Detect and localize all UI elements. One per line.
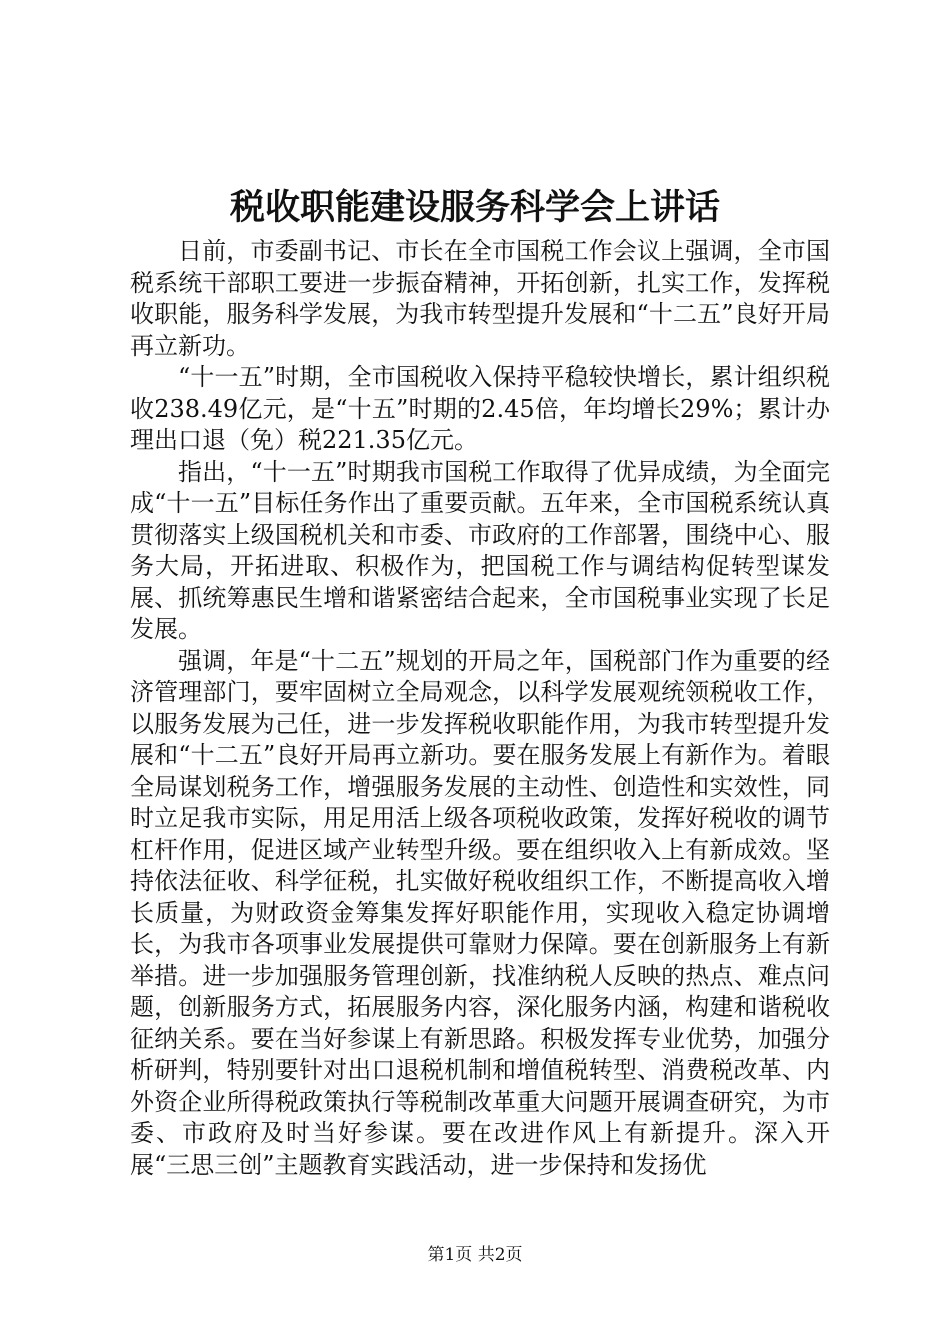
paragraph-1: 日前，市委副书记、市长在全市国税工作会议上强调，全市国税系统干部职工要进一步振奋精神，开拓创新，扎实工作，发挥税收职能，服务科学发展，为我市转型提升发展和“十二五”良好开局再立新功。 bbox=[130, 237, 830, 360]
document-body bbox=[130, 236, 830, 1181]
page-number-footer: 第1页 共2页 bbox=[427, 1245, 523, 1265]
paragraph-2: “十一五”时期，全市国税收入保持平稳较快增长，累计组织税收238.49亿元，是“十五”时期的2.45倍，年均增长29%；累计办理出口退（免）税221.35亿元。 bbox=[130, 363, 830, 454]
paragraph-3: 指出，“十一五”时期我市国税工作取得了优异成绩，为全面完成“十一五”目标任务作出了重要贡献。五年来，全市国税系统认真贯彻落实上级国税机关和市委、市政府的工作部署，围绕中心、服务大局，开拓进取、积极作为，把国税工作与调结构促转型谋发展、抓统筹惠民生增和谐紧密结合起来，全市国税事业实现了长足发展。 bbox=[130, 457, 830, 643]
paragraph-4: 强调，年是“十二五”规划的开局之年，国税部门作为重要的经济管理部门，要牢固树立全局观念，以科学发展观统领税收工作，以服务发展为己任，进一步发挥税收职能作用，为我市转型提升发展和“十二五”良好开局再立新功。要在服务发展上有新作为。着眼全局谋划税务工作，增强服务发展的主动性、创造性和实效性，同时立足我市实际，用足用活上级各项税收政策，发挥好税收的调节杠杆作用，促进区域产业转型升级。要在组织收入上有新成效。坚持依法征收、科学征税，扎实做好税收组织工作，不断提高收入增长质量，为财政资金筹集发挥好职能作用，实现收入稳定协调增长，为我市各项事业发展提供可靠财力保障。要在创新服务上有新举措。进一步加强服务管理创新，找准纳税人反映的热点、难点问题，创新服务方式，拓展服务内容，深化服务内涵，构建和谐税收征纳关系。要在当好参谋上有新思路。积极发挥专业优势，加强分析研判，特别要针对出口退税机制和增值税转型、消费税改革、内外资企业所得税政策执行等税制改革重大问题开展调查研究，为市委、市政府及时当好参谋。要在改进作风上有新提升。深入开展“三思三创”主题教育实践活动，进一步保持和发扬优 bbox=[130, 646, 830, 1179]
document-title: 税收职能建设服务科学会上讲话 bbox=[229, 187, 720, 228]
